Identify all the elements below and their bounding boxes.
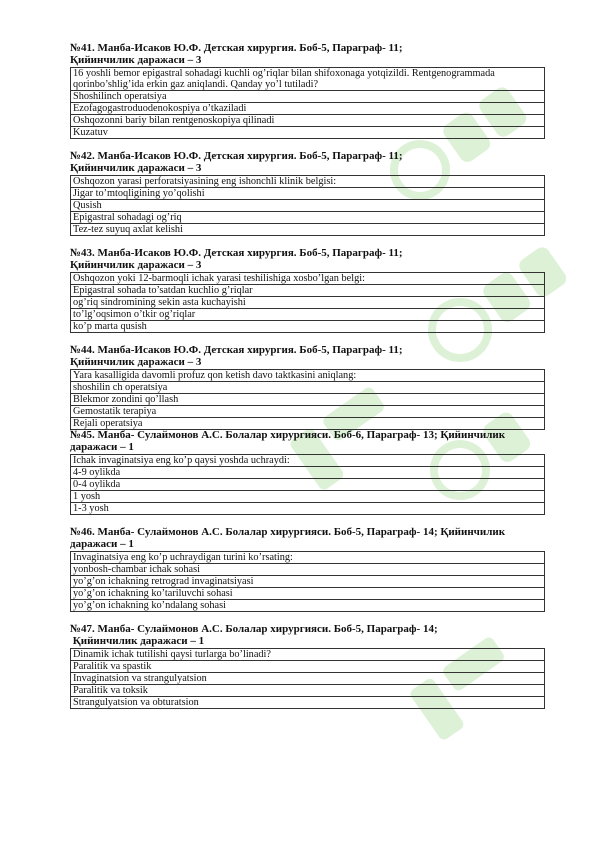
answer-option: Kuzatuv xyxy=(71,127,545,139)
answer-option: 1 yosh xyxy=(71,491,545,503)
answer-option: to’lg’oqsimon o’tkir og’riqlar xyxy=(71,309,545,321)
question-heading xyxy=(70,248,546,271)
answer-option: og’riq sindromining sekin asta kuchayishi xyxy=(71,297,545,309)
question-block xyxy=(70,624,546,709)
answer-option: Ezofagogastroduodenokospiya o’tkaziladi xyxy=(71,103,545,115)
answer-option: 1-3 yosh xyxy=(71,503,545,515)
heading-line: Қийинчилик даражаси – 3 xyxy=(70,258,202,271)
answer-option: Rejali operatsiya xyxy=(71,418,545,430)
answer-option: Strangulyatsion va obturatsion xyxy=(71,697,545,709)
question-block xyxy=(70,43,546,139)
question-heading xyxy=(70,345,546,368)
question-text: Invaginatsiya eng ko’p uchraydigan turini ko’rsating: xyxy=(71,552,545,564)
question-block xyxy=(70,527,546,612)
question-text: 16 yoshli bemor epigastral sohadagi kuchli og’riqlar bilan shifoxonaga yotqizildi. Rentgenogrammada qorinbo’shlig’ida erkin gaz aniqlandi. Qanday yo’l tutiladi? xyxy=(71,68,545,91)
answer-option: Epigastral sohadagi og’riq xyxy=(71,212,545,224)
answer-option: Jigar to’mtoqligining yo’qolishi xyxy=(71,188,545,200)
answer-option: Blekmor zondini qo’llash xyxy=(71,394,545,406)
heading-line: №45. Манба- Сулаймонов А.С. Болалар хирургияси. Боб-6, Параграф- 13; Қийинчилик xyxy=(70,429,506,441)
answer-option: yonbosh-chambar ichak sohasi xyxy=(71,564,545,576)
answer-option: ko’p marta qusish xyxy=(71,321,545,333)
question-table xyxy=(70,67,545,139)
answer-option: Paralitik va spastik xyxy=(71,661,545,673)
heading-line: №42. Манба-Исаков Ю.Ф. Детская хирургия. Боб-5, Параграф- 11; xyxy=(70,150,403,162)
heading-line: №46. Манба- Сулаймонов А.С. Болалар хирургияси. Боб-5, Параграф- 14; Қийинчилик xyxy=(70,526,506,538)
question-block xyxy=(70,430,546,515)
answer-option: yo’g’on ichakning ko’tariluvchi sohasi xyxy=(71,588,545,600)
answer-option: 4-9 oylikda xyxy=(71,467,545,479)
heading-line: №47. Манба- Сулаймонов А.С. Болалар хирургияси. Боб-5, Параграф- 14; xyxy=(70,623,438,635)
heading-line: Қийинчилик даражаси – 3 xyxy=(70,161,202,174)
heading-line: Қийинчилик даражаси – 3 xyxy=(70,53,202,66)
answer-option: Shoshilinch operatsiya xyxy=(71,91,545,103)
answer-option: yo’g’on ichakning retrograd invaginatsiyasi xyxy=(71,576,545,588)
answer-option: Tez-tez suyuq axlat kelishi xyxy=(71,224,545,236)
question-heading xyxy=(70,151,546,174)
heading-line: №44. Манба-Исаков Ю.Ф. Детская хирургия. Боб-5, Параграф- 11; xyxy=(70,344,403,356)
question-heading xyxy=(70,430,546,453)
question-block xyxy=(70,248,546,333)
question-table xyxy=(70,272,545,333)
answer-option: yo’g’on ichakning ko’ndalang sohasi xyxy=(71,600,545,612)
answer-option: Invaginatsion va strangulyatsion xyxy=(71,673,545,685)
question-text: Yara kasalligida davomli profuz qon ketish davo taktkasini aniqlang: xyxy=(71,370,545,382)
question-heading xyxy=(70,43,546,66)
question-table xyxy=(70,551,545,612)
answer-option: Epigastral sohada to’satdan kuchlio g’riqlar xyxy=(71,285,545,297)
question-heading xyxy=(70,624,546,647)
document-body xyxy=(70,43,546,721)
heading-line: №41. Манба-Исаков Ю.Ф. Детская хирургия. Боб-5, Параграф- 11; xyxy=(70,42,403,54)
question-text: Dinamik ichak tutilishi qaysi turlarga bo’linadi? xyxy=(71,649,545,661)
question-text: Ichak invaginatsiya eng ko’p qaysi yoshda uchraydi: xyxy=(71,455,545,467)
question-table xyxy=(70,175,545,236)
heading-line: Қийинчилик даражаси – 3 xyxy=(70,355,202,368)
answer-option: Paralitik va toksik xyxy=(71,685,545,697)
answer-option: Gemostatik terapiya xyxy=(71,406,545,418)
question-block xyxy=(70,151,546,236)
answer-option: shoshilin ch operatsiya xyxy=(71,382,545,394)
question-table xyxy=(70,369,545,430)
question-block xyxy=(70,345,546,430)
answer-option: Oshqozonni bariy bilan rentgenoskopiya qilinadi xyxy=(71,115,545,127)
heading-line: даражаси – 1 xyxy=(70,440,134,453)
question-heading xyxy=(70,527,546,550)
heading-line: Қийинчилик даражаси – 1 xyxy=(70,634,205,647)
question-text: Oshqozon yarasi perforatsiyasining eng ishonchli klinik belgisi: xyxy=(71,176,545,188)
heading-line: даражаси – 1 xyxy=(70,537,134,550)
question-text: Oshqozon yoki 12-barmoqli ichak yarasi teshilishiga xosbo’lgan belgi: xyxy=(71,273,545,285)
question-table xyxy=(70,454,545,515)
heading-line: №43. Манба-Исаков Ю.Ф. Детская хирургия. Боб-5, Параграф- 11; xyxy=(70,247,403,259)
answer-option: Qusish xyxy=(71,200,545,212)
question-table xyxy=(70,648,545,709)
answer-option: 0-4 oylikda xyxy=(71,479,545,491)
